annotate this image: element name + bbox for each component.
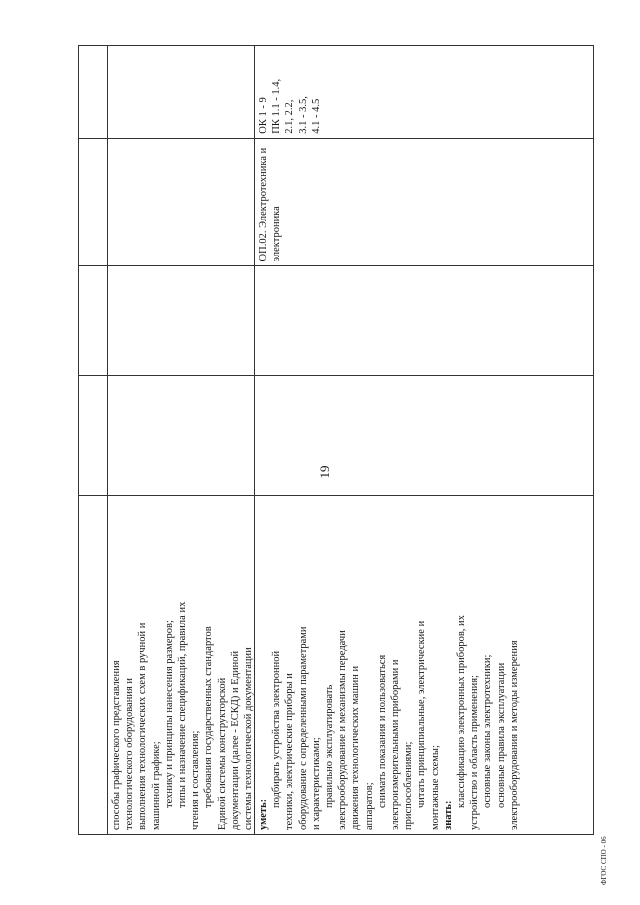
discipline-cell xyxy=(255,138,593,266)
top-cell-5 xyxy=(79,46,107,138)
text-line: электроизмерительными приборами и xyxy=(390,659,402,830)
empty-cell xyxy=(255,375,593,495)
text-line: чтения и составления; xyxy=(190,730,202,830)
top-cell-2 xyxy=(79,375,107,495)
text-line: Единой системы конструкторской xyxy=(216,677,228,830)
footer-mark: ФГОС СПО - 06 xyxy=(600,836,608,885)
text-line: основные законы электротехники; xyxy=(482,654,494,808)
competency-code: 3.1 - 3.5, xyxy=(297,96,309,134)
top-cell-3 xyxy=(79,265,107,375)
text-line: классификацию электронных приборов, их xyxy=(456,615,468,808)
text-line: машинной графике; xyxy=(150,741,162,830)
text-line: основные правила эксплуатации xyxy=(495,662,507,808)
text-line: выполнения технологических схем в ручной и xyxy=(137,622,149,830)
text-line: технику и принципы нанесения размеров; xyxy=(163,620,175,808)
text-line: системы технологической документации xyxy=(243,647,254,830)
discipline-name: ОП.02. Электротехника и электроника xyxy=(258,147,283,262)
text-line: уметь: xyxy=(258,798,269,830)
text-line: электрооборудования и методы измерения xyxy=(508,640,520,830)
competency-code: ОК 1 - 9 xyxy=(258,97,269,134)
text-line: устройство и область применения; xyxy=(469,675,481,830)
text-line: аппаратов; xyxy=(363,782,375,830)
empty-cell xyxy=(108,265,254,375)
text-line: читать принципиальные, электрические и xyxy=(416,620,428,808)
text-line: требования государственных стандартов xyxy=(203,626,215,808)
competency-code: 2.1, 2.2, xyxy=(284,99,296,134)
empty-cell xyxy=(108,138,254,266)
empty-cell xyxy=(255,265,593,375)
text-line: технологического оборудования и xyxy=(124,677,136,830)
text-line: электрооборудование и механизмы передачи xyxy=(337,630,349,830)
table-row-electrotechnics xyxy=(254,45,594,835)
top-cell-4 xyxy=(79,138,107,266)
text-line: способы графического представления xyxy=(111,660,122,830)
competency-table xyxy=(78,45,594,835)
requirements-cell-2 xyxy=(255,495,593,834)
competencies-cell xyxy=(255,46,593,138)
text-line: и характеристиками; xyxy=(310,737,322,830)
top-cell-1 xyxy=(79,495,107,834)
text-line: снимать показания и пользоваться xyxy=(376,654,388,808)
table-row-graphics xyxy=(107,45,254,835)
empty-cell xyxy=(108,46,254,138)
competency-code: ПК 1.1 - 1.4, xyxy=(271,78,283,134)
text-line: монтажные схемы; xyxy=(429,745,441,830)
competency-code: 4.1 - 4.5 xyxy=(310,98,322,134)
empty-cell xyxy=(108,375,254,495)
text-line: техники, электрические приборы и xyxy=(284,673,296,830)
text-line: типы и назначение спецификаций, правила их xyxy=(177,601,189,808)
page-number: 19 xyxy=(317,465,332,479)
table-top-row xyxy=(78,45,107,835)
text-line: оборудование с определенными параметрами xyxy=(297,626,309,830)
text-line: подбирать устройства электронной xyxy=(271,650,283,808)
requirements-cell-1 xyxy=(108,495,254,834)
text-line: приспособлениями; xyxy=(403,741,415,830)
text-line: движения технологических машин и xyxy=(350,665,362,830)
text-line: знать: xyxy=(442,800,454,830)
text-line: документации (далее - ЕСКД) и Единой xyxy=(229,650,241,830)
text-line: правильно эксплуатировать xyxy=(324,684,336,808)
